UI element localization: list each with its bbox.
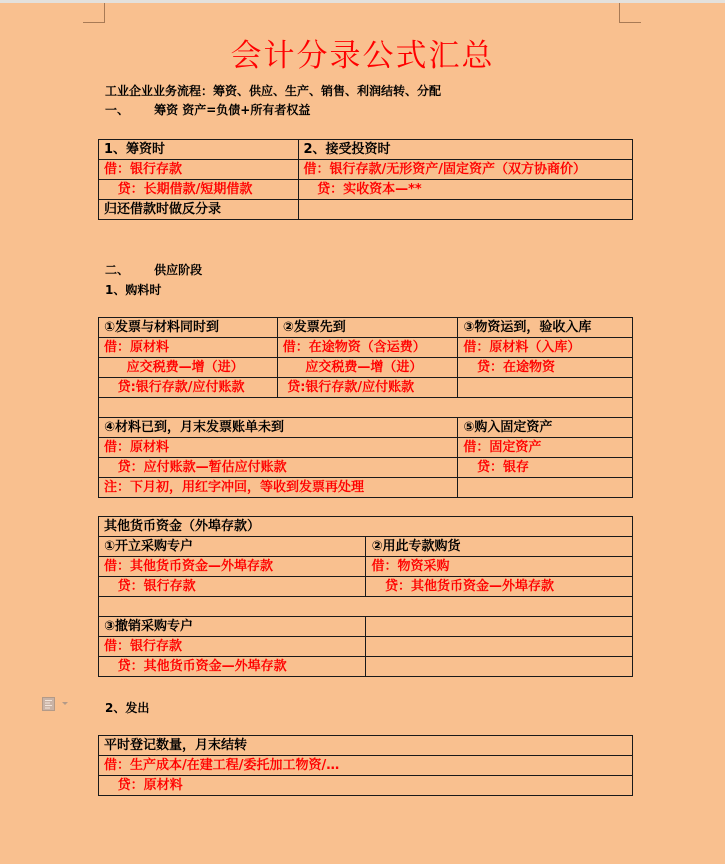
table-row <box>99 438 633 458</box>
table-cell: 借：物资采购 <box>366 557 633 577</box>
table-row <box>99 617 633 637</box>
financing-table <box>98 139 633 220</box>
table-cell <box>458 378 633 398</box>
section1-heading: 一、 筹资 资产=负债+所有者权益 <box>105 103 311 117</box>
table-cell: 贷:银行存款/应付账款 <box>99 378 278 398</box>
table-row <box>99 358 633 378</box>
table-cell: 2、接受投资时 <box>298 140 633 160</box>
table-cell: ①开立采购专户 <box>99 537 366 557</box>
table-cell: 平时登记数量，月末结转 <box>99 736 633 756</box>
issue-table <box>98 735 633 796</box>
table-cell: 借：银行存款/无形资产/固定资产（双方协商价） <box>298 160 633 180</box>
table-cell: 借：原材料 <box>99 438 458 458</box>
table-cell: ③物资运到，验收入库 <box>458 318 633 338</box>
table-cell: 贷：实收资本—** <box>298 180 633 200</box>
table-row <box>99 517 633 537</box>
table-cell: 贷:银行存款/应付账款 <box>277 378 458 398</box>
chevron-down-icon[interactable] <box>62 702 68 705</box>
table-cell: 贷：在途物资 <box>458 358 633 378</box>
table-row <box>99 537 633 557</box>
purchase-table <box>98 317 633 498</box>
purchase-subheading: 1、购料时 <box>105 283 162 297</box>
table-row <box>99 160 633 180</box>
table-cell: 贷：其他货币资金—外埠存款 <box>366 577 633 597</box>
intro-text: 工业企业业务流程：筹资、供应、生产、销售、利润结转、分配 <box>105 84 442 98</box>
table-cell <box>458 478 633 498</box>
table-row <box>99 318 633 338</box>
other-funds-table <box>98 516 633 677</box>
table-row <box>99 657 633 677</box>
issue-subheading: 2、发出 <box>105 701 150 715</box>
table-cell: 借：银行存款 <box>99 160 299 180</box>
table-cell: 借：生产成本/在建工程/委托加工物资/… <box>99 756 633 776</box>
table-cell-empty <box>99 398 633 418</box>
table-row <box>99 577 633 597</box>
table-row <box>99 557 633 577</box>
table-cell: 贷：银行存款 <box>99 577 366 597</box>
table-cell: 借：原材料（入库） <box>458 338 633 358</box>
table-cell: ②用此专款购货 <box>366 537 633 557</box>
table-row <box>99 398 633 418</box>
table-row <box>99 378 633 398</box>
table-cell: 应交税费—增（进） <box>99 358 278 378</box>
table-row <box>99 736 633 756</box>
table-row <box>99 200 633 220</box>
table-cell: ②发票先到 <box>277 318 458 338</box>
table-row <box>99 338 633 358</box>
table-cell: 贷：应付账款—暂估应付账款 <box>99 458 458 478</box>
ruler-strip <box>0 0 725 3</box>
table-cell: 贷：原材料 <box>99 776 633 796</box>
section2-heading: 二、 供应阶段 <box>105 263 203 277</box>
table-header-cell: 其他货币资金（外埠存款） <box>99 517 633 537</box>
table-cell-empty <box>99 597 633 617</box>
table-row <box>99 140 633 160</box>
table-row <box>99 776 633 796</box>
table-cell <box>366 617 633 637</box>
table-row <box>99 637 633 657</box>
table-cell <box>298 200 633 220</box>
table-row <box>99 756 633 776</box>
table-row <box>99 478 633 498</box>
table-cell: 贷：其他货币资金—外埠存款 <box>99 657 366 677</box>
table-cell: ③撤销采购专户 <box>99 617 366 637</box>
table-row <box>99 418 633 438</box>
table-cell: 借：在途物资（含运费） <box>277 338 458 358</box>
table-cell: 注：下月初，用红字冲回，等收到发票再处理 <box>99 478 458 498</box>
table-cell: ⑤购入固定资产 <box>458 418 633 438</box>
table-cell: 借：固定资产 <box>458 438 633 458</box>
table-cell: ④材料已到，月末发票账单未到 <box>99 418 458 438</box>
page-title: 会计分录公式汇总 <box>230 38 495 74</box>
table-row <box>99 180 633 200</box>
document-paste-icon[interactable] <box>42 697 55 711</box>
table-cell: 归还借款时做反分录 <box>99 200 299 220</box>
table-cell: 借：银行存款 <box>99 637 366 657</box>
table-cell <box>366 657 633 677</box>
table-row <box>99 458 633 478</box>
page-corner-mark-right <box>619 3 641 23</box>
table-cell: 借：原材料 <box>99 338 278 358</box>
table-cell: ①发票与材料同时到 <box>99 318 278 338</box>
table-cell: 1、筹资时 <box>99 140 299 160</box>
table-row <box>99 597 633 617</box>
table-cell: 贷：长期借款/短期借款 <box>99 180 299 200</box>
table-cell <box>366 637 633 657</box>
table-cell: 贷：银存 <box>458 458 633 478</box>
table-cell: 应交税费—增（进） <box>277 358 458 378</box>
table-cell: 借：其他货币资金—外埠存款 <box>99 557 366 577</box>
page-corner-mark-left <box>83 3 105 23</box>
